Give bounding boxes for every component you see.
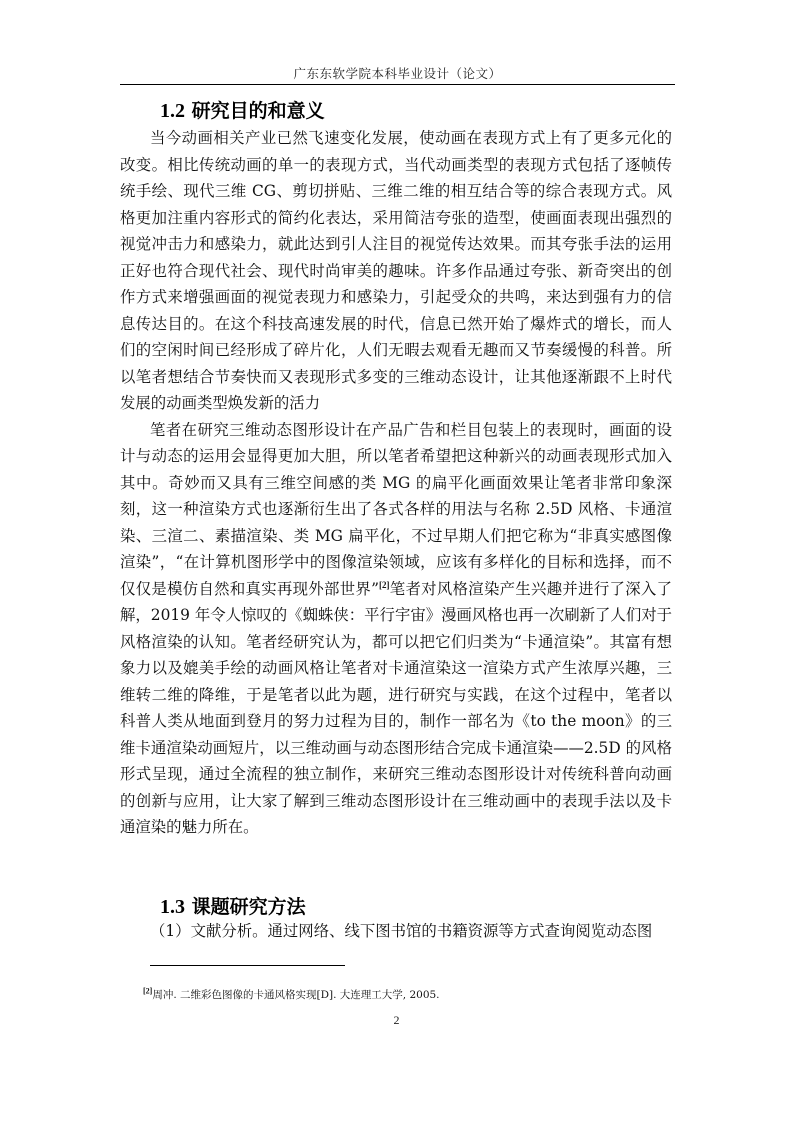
footnote-marker: [2] xyxy=(143,986,153,996)
section-heading-1-3 xyxy=(160,892,306,919)
running-header: 广东东软学院本科毕业设计（论文） xyxy=(293,66,502,81)
header-divider xyxy=(120,84,675,85)
paragraph xyxy=(120,417,672,841)
footnote xyxy=(143,987,440,1002)
section-heading-1-2 xyxy=(160,96,325,123)
footnote-divider xyxy=(150,965,345,966)
paragraph-text: 笔者对风格渲染产生兴趣并进行了深入了解，2019 年令人惊叹的《蜘蛛侠：平行宇宙》漫画风格也再一次刷新了人们对于风格渲染的认知。笔者经研究认为，都可以把它们归类为“卡通渲染”。其富有想象力以及媲美手绘的动画风格让笔者对卡通渲染这一渲染方式产生浓厚兴趣，三维转二维的降维，于是笔者以此为题，进行研究与实践，在这个过程中，笔者以科普人类从地面到登月的努力过程为目的，制作一部名为《to the moon》的三维卡通渲染动画短片，以三维动画与动态图形结合完成卡通渲染——2.5D 的风格形式呈现，通过全流程的独立制作，来研究三维动态图形设计对传统科普向动画的创新与应用，让大家了解到三维动态图形设计在三维动画中的表现手法以及卡通渲染的魅力所在。 xyxy=(120,579,672,836)
section-1-3-body xyxy=(120,918,672,945)
section-title: 课题研究方法 xyxy=(191,896,306,918)
page-number: 2 xyxy=(393,1013,400,1027)
section-1-2-body xyxy=(120,125,672,841)
section-number: 1.3 xyxy=(160,896,185,918)
footnote-text: 周冲. 二维彩色图像的卡通风格实现[D]. 大连理工大学, 2005. xyxy=(152,989,440,1001)
paragraph: （1）文献分析。通过网络、线下图书馆的书籍资源等方式查询阅览动态图 xyxy=(150,922,653,940)
citation-marker: [2] xyxy=(378,579,390,590)
paragraph: 当今动画相关产业已然飞速变化发展，使动画在表现方式上有了更多元化的改变。相比传统动画的单一的表现方式，当代动画类型的表现方式包括了逐帧传统手绘、现代三维 CG、剪切拼贴、三维二维的相互结合等的综合表现方式。风格更加注重内容形式的简约化表达，采用简洁夸张的造型，使画面表现出强烈的视觉冲击力和感染力，就此达到引人注目的视觉传达效果。而其夸张手法的运用正好也符合现代社会、现代时尚审美的趣味。许多作品通过夸张、新奇突出的创作方式来增强画面的视觉表现力和感染力，引起受众的共鸣，来达到强有力的信息传达目的。在这个科技高速发展的时代，信息已然开始了爆炸式的增长，而人们的空闲时间已经形成了碎片化，人们无暇去观看无趣而又节奏缓慢的科普。所以笔者想结合节奏快而又表现形式多变的三维动态设计，让其他逐渐跟不上时代发展的动画类型焕发新的活力 xyxy=(120,129,672,412)
section-number: 1.2 xyxy=(160,100,185,122)
paragraph-text: 笔者在研究三维动态图形设计在产品广告和栏目包装上的表现时，画面的设计与动态的运用会显得更加大胆，所以笔者希望把这种新兴的动画表现形式加入其中。奇妙而又具有三维空间感的类 MG 的扁平化画面效果让笔者非常印象深刻，这一种渲染方式也逐渐衍生出了各式各样的用法与名称 2.5D 风格、卡通渲染、三渲二、素描渲染、类 MG 扁平化，不过早期人们把它称为“非真实感图像渲染”，“在计算机图形学中的图像渲染领域，应该有多样化的目标和选择，而不仅仅是模仿自然和真实再现外部世界” xyxy=(120,420,672,598)
section-title: 研究目的和意义 xyxy=(191,100,325,122)
